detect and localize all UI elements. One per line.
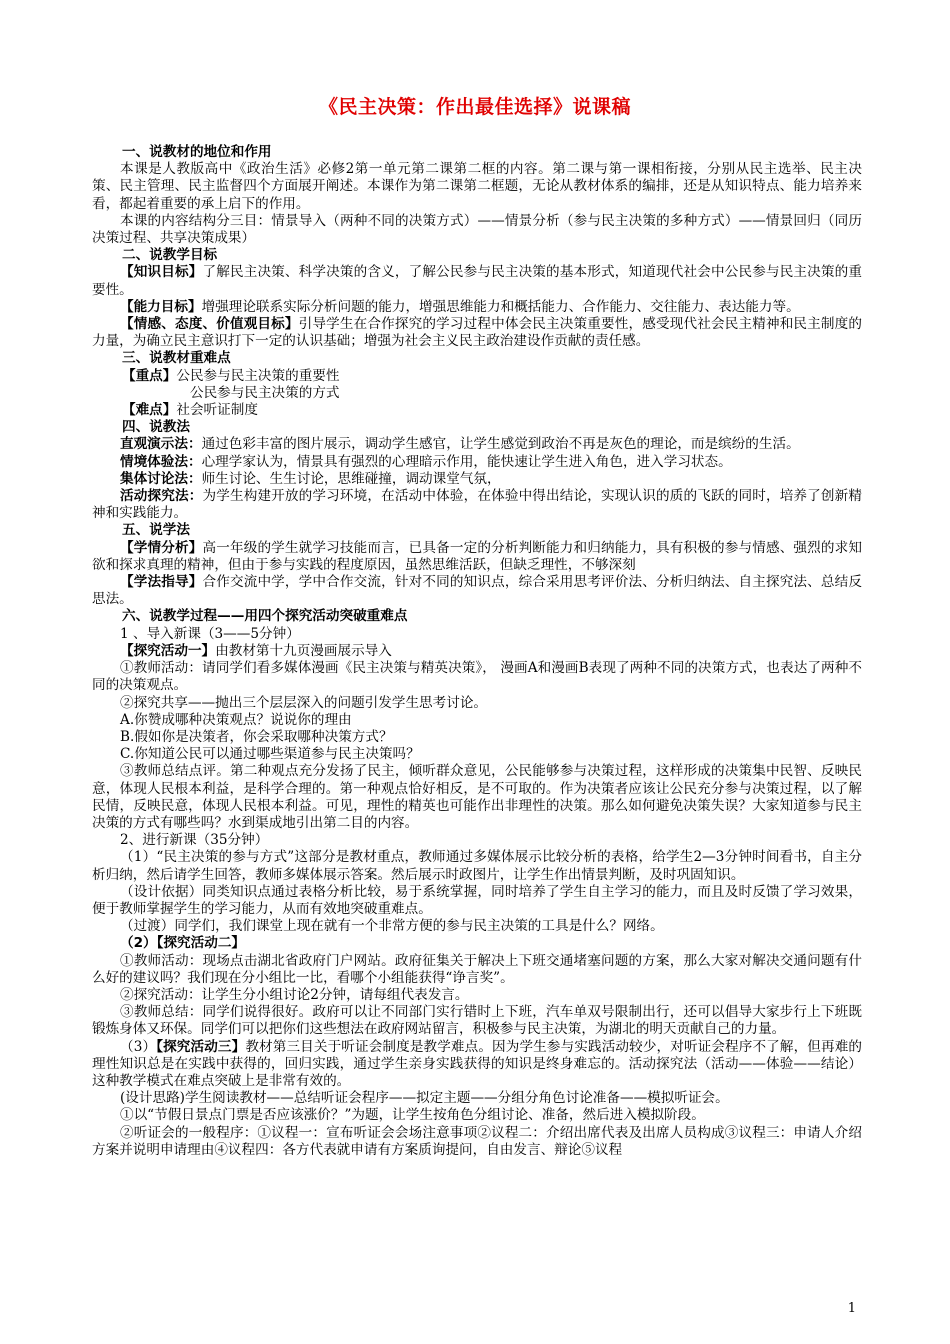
method-label: 集体讨论法： bbox=[120, 470, 202, 487]
section-heading: 二、说教学目标 bbox=[122, 247, 218, 264]
paragraph: ①教师活动：请同学们看多媒体漫画《民主决策与精英决策》， 漫画A和漫画B表现了两种不同的决策方式，也表达了两种不同的决策观点。 bbox=[92, 660, 862, 694]
paragraph bbox=[92, 1039, 862, 1091]
paragraph: 本课的内容结构分三目：情景导入（两种不同的决策方式）——情景分析（参与民主决策的多种方式）——情景回归（同历决策过程、共享决策成果） bbox=[92, 212, 862, 247]
method-label: 直观演示法： bbox=[120, 436, 202, 453]
activity-text: 教材第三目关于听证会制度是教学难点。因为学生参与实践活动较少，对听证会程序不了解，但再难的理性知识总是在实践中获得的，回归实践，通过学生亲身实践获得的知识是终身难忘的。活动探究法（活动——体验——结论）这种教学模式在难点突破上是非常有效的。 bbox=[92, 1038, 863, 1089]
paragraph: 1 、导入新课（3——5分钟） bbox=[120, 625, 300, 642]
question: B.假如你是决策者，你会采取哪种决策方式？ bbox=[120, 728, 393, 745]
paragraph: （设计依据）同类知识点通过表格分析比较，易于系统掌握，同时培养了学生自主学习的能力，而且及时反馈了学习效果，便于教师掌握学生的学习能力，从而有效地突破重难点。 bbox=[92, 883, 862, 917]
item-number: （3） bbox=[120, 1038, 157, 1055]
paragraph: ③教师总结点评。第二种观点充分发扬了民主，倾听群众意见，公民能够参与决策过程，这样形成的决策集中民智、反映民意，体现人民根本利益，是科学合理的。第一种观点恰好相反，是不可取的。作为决策者应该让公民充分参与决策过程，以了解民情，反映民意，体现人民根本利益。可见，理性的精英也可能作出非理性的决策。那么如何避免决策失误？大家知道参与民主决策的方式有哪些吗？水到渠成地引出第二目的内容。 bbox=[92, 763, 862, 831]
method-text: 师生讨论、生生讨论，思维碰撞，调动课堂气氛， bbox=[201, 470, 501, 487]
paragraph bbox=[92, 264, 862, 298]
paragraph: ②探究共享——抛出三个层层深入的问题引发学生思考讨论。 bbox=[120, 694, 488, 711]
key-label: 【重点】 bbox=[122, 367, 177, 384]
activity-text: 由教材第十九页漫画展示导入 bbox=[215, 642, 392, 659]
goal-label: 【能力目标】 bbox=[120, 298, 202, 315]
paragraph bbox=[92, 471, 862, 488]
paragraph bbox=[92, 574, 862, 608]
page-number: 1 bbox=[847, 1301, 856, 1316]
paragraph: 公民参与民主决策的方式 bbox=[190, 384, 340, 401]
paragraph: ①以“节假日景点门票是否应该涨价？”为题，让学生按角色分组讨论、准备，然后进入模拟阶段。 bbox=[120, 1107, 705, 1124]
paragraph bbox=[92, 316, 862, 350]
paragraph: ③教师总结：同学们说得很好。政府可以让不同部门实行错时上下班，汽车单双号限制出行，还可以倡导大家步行上下班既锻炼身体又环保。同学们可以把你们这些想法在政府网站留言，积极参与民主决策，为湖北的明天贡献自己的力量。 bbox=[92, 1004, 862, 1038]
section-heading: 六、说教学过程——用四个探究活动突破重难点 bbox=[122, 608, 408, 625]
question: A.你赞成哪种决策观点？说说你的理由 bbox=[120, 711, 352, 728]
study-label: 【学情分析】 bbox=[120, 539, 203, 556]
question: C.你知道公民可以通过哪些渠道参与民主决策吗？ bbox=[120, 746, 420, 763]
method-text: 为学生构建开放的学习环境，在活动中体验，在体验中得出结论，实现认识的质的飞跃的同时，培养了创新精神和实践能力。 bbox=[92, 488, 863, 522]
paragraph: ②听证会的一般程序：①议程一：宣布听证会会场注意事项②议程二：介绍出席代表及出席人员构成③议程三：申请人介绍方案并说明申请理由④议程四：各方代表就申请有方案质询提问，自由发言、辩论⑤议程 bbox=[92, 1124, 862, 1158]
key-text: 公民参与民主决策的重要性 bbox=[176, 367, 340, 384]
paragraph bbox=[92, 436, 862, 453]
paragraph: 本课是人教版高中《政治生活》必修2第一单元第二课第二框的内容。第二课与第一课相衔接，分别从民主选举、民主决策、民主管理、民主监督四个方面展开阐述。本课作为第二课第二框题，无论从教材体系的编排，还是从知识特点、能力培养来看，都起着重要的承上启下的作用。 bbox=[92, 161, 862, 212]
study-text: 高一年级的学生就学习技能而言，已具备一定的分析判断能力和归纳能力，具有积极的参与情感、强烈的求知欲和探求真理的精神，但由于参与实践的程度原因，虽然思维活跃，但缺乏理性，不够深刻 bbox=[92, 539, 863, 573]
method-text: 通过色彩丰富的图片展示，调动学生感官，让学生感觉到政治不再是灰色的理论，而是缤纷的生活。 bbox=[201, 436, 800, 453]
document-title: 《民主决策：作出最佳选择》说课稿 bbox=[318, 96, 631, 118]
paragraph bbox=[92, 402, 862, 419]
difficulty-label: 【难点】 bbox=[122, 402, 177, 419]
activity-label: 【探究活动一】 bbox=[120, 642, 216, 659]
study-text: 合作交流中学，学中合作交流，针对不同的知识点，综合采用思考评价法、分析归纳法、自主探究法、总结反思法。 bbox=[92, 574, 863, 608]
paragraph bbox=[92, 488, 862, 522]
paragraph: ②探究活动：让学生分小组讨论2分钟，请每组代表发言。 bbox=[120, 986, 469, 1003]
paragraph bbox=[92, 454, 862, 471]
paragraph: 2、进行新课（35分钟） bbox=[120, 832, 269, 849]
section-heading: 三、说教材重难点 bbox=[122, 350, 231, 367]
section-heading: 一、说教材的地位和作用 bbox=[122, 144, 272, 160]
paragraph bbox=[92, 540, 862, 574]
section-heading: 四、说教法 bbox=[122, 419, 190, 436]
study-label: 【学法指导】 bbox=[120, 574, 203, 591]
goal-label: 【知识目标】 bbox=[120, 264, 203, 281]
paragraph: ①教师活动：现场点击湖北省政府门户网站。政府征集关于解决上下班交通堵塞问题的方案，那么大家对解决交通问题有什么好的建议吗？我们现在分小组比一比，看哪个小组能获得“诤言奖”。 bbox=[92, 952, 862, 986]
method-text: 心理学家认为，情景具有强烈的心理暗示作用，能快速让学生进入角色，进入学习状态。 bbox=[201, 453, 732, 470]
activity-label: 【探究活动三】 bbox=[156, 1038, 246, 1055]
difficulty-text: 社会听证制度 bbox=[176, 402, 258, 419]
activity-label: （2）【探究活动二】 bbox=[120, 935, 246, 952]
paragraph: (设计思路)学生阅读教材——总结听证会程序——拟定主题——分组分角色讨论准备——模拟听证会。 bbox=[120, 1090, 729, 1107]
goal-label: 【情感、态度、价值观目标】 bbox=[120, 316, 299, 333]
method-label: 活动探究法： bbox=[120, 488, 203, 505]
goal-text: 引导学生在合作探究的学习过程中体会民主决策重要性，感受现代社会民主精神和民主制度的力量，为确立民主意识打下一定的认识基础；增强为社会主义民主政治建设作贡献的责任感。 bbox=[92, 316, 863, 350]
document-body bbox=[92, 144, 862, 1159]
paragraph bbox=[92, 299, 862, 316]
goal-text: 了解民主决策、科学决策的含义，了解公民参与民主决策的基本形式，知道现代社会中公民参与民主决策的重要性。 bbox=[92, 264, 863, 298]
paragraph: （过渡）同学们，我们课堂上现在就有一个非常方便的参与民主决策的工具是什么？网络。 bbox=[120, 918, 664, 935]
section-heading: 五、说学法 bbox=[122, 522, 190, 539]
paragraph bbox=[92, 368, 862, 385]
method-label: 情境体验法： bbox=[120, 453, 202, 470]
paragraph bbox=[92, 643, 862, 660]
goal-text: 增强理论联系实际分析问题的能力，增强思维能力和概括能力、合作能力、交往能力、表达能力等。 bbox=[201, 298, 800, 315]
paragraph: （1）“民主决策的参与方式”这部分是教材重点，教师通过多媒体展示比较分析的表格，给学生2—3分钟时间看书，自主分析归纳，然后请学生回答，教师多媒体展示答案。然后展示时政图片，让学生作出情景判断，及时巩固知识。 bbox=[92, 849, 862, 883]
